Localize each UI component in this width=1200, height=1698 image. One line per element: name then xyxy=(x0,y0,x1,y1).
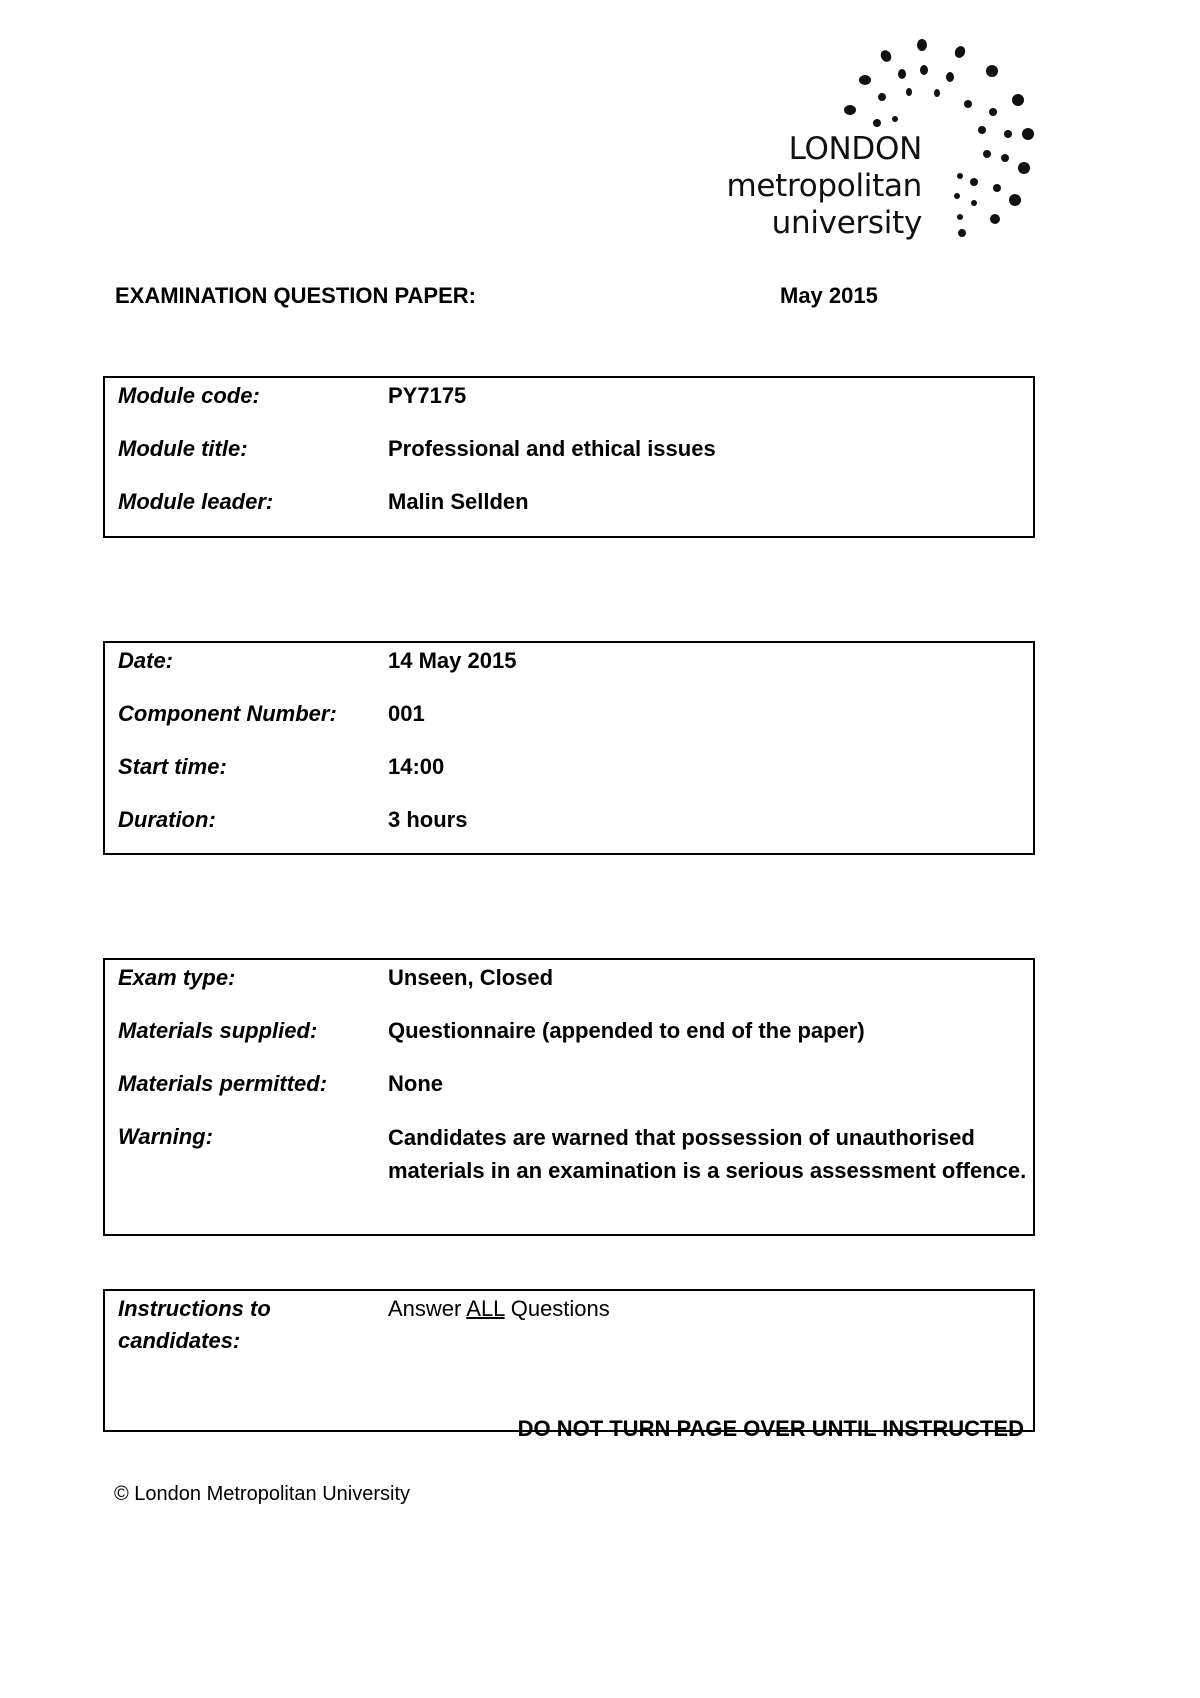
module-code-label: Module code: xyxy=(118,383,260,408)
logo-text-metropolitan: metropolitan xyxy=(726,168,922,204)
do-not-turn-notice: DO NOT TURN PAGE OVER UNTIL INSTRUCTED xyxy=(517,1416,1024,1441)
exam-month: May 2015 xyxy=(780,283,878,308)
module-info-box xyxy=(103,376,1035,538)
materials-permitted-value: None xyxy=(388,1071,443,1096)
module-code-value: PY7175 xyxy=(388,383,467,408)
start-time-label: Start time: xyxy=(118,754,227,779)
instructions-label: Instructions to candidates: xyxy=(118,1296,271,1353)
exam-date-label: Date: xyxy=(118,648,174,673)
duration-value: 3 hours xyxy=(388,807,468,832)
exam-type-label: Exam type: xyxy=(118,965,236,990)
exam-details-box xyxy=(103,641,1035,855)
materials-supplied-label: Materials supplied: xyxy=(118,1018,318,1043)
exam-type-value: Unseen, Closed xyxy=(388,965,554,990)
warning-label: Warning: xyxy=(118,1124,213,1149)
answer-prefix: Answer xyxy=(388,1296,462,1321)
answer-emphasis: ALL xyxy=(466,1296,505,1321)
module-leader-value: Malin Sellden xyxy=(388,489,529,514)
copyright-notice: © London Metropolitan University xyxy=(114,1483,410,1505)
start-time-value: 14:00 xyxy=(388,754,445,779)
answer-instruction xyxy=(388,1293,1018,1325)
module-title-label: Module title: xyxy=(118,436,248,461)
paper-title: EXAMINATION QUESTION PAPER: xyxy=(115,283,476,308)
exam-type-box xyxy=(103,958,1035,1236)
duration-label: Duration: xyxy=(118,807,216,832)
module-title-value: Professional and ethical issues xyxy=(388,436,716,461)
component-number-label: Component Number: xyxy=(118,701,337,726)
answer-suffix: Questions xyxy=(510,1296,610,1321)
logo-text-london: LONDON xyxy=(788,131,922,167)
university-logo xyxy=(712,30,1042,255)
warning-value: Candidates are warned that possession of unauthorised materials in an examination is a serious assessment offence. xyxy=(388,1125,1027,1183)
module-leader-label: Module leader: xyxy=(118,489,274,514)
logo-text-university: university xyxy=(771,205,922,241)
materials-supplied-value: Questionnaire (appended to end of the paper) xyxy=(388,1018,865,1043)
component-number-value: 001 xyxy=(388,701,425,726)
materials-permitted-label: Materials permitted: xyxy=(118,1071,328,1096)
exam-date-value: 14 May 2015 xyxy=(388,648,517,673)
instructions-box xyxy=(103,1289,1035,1441)
